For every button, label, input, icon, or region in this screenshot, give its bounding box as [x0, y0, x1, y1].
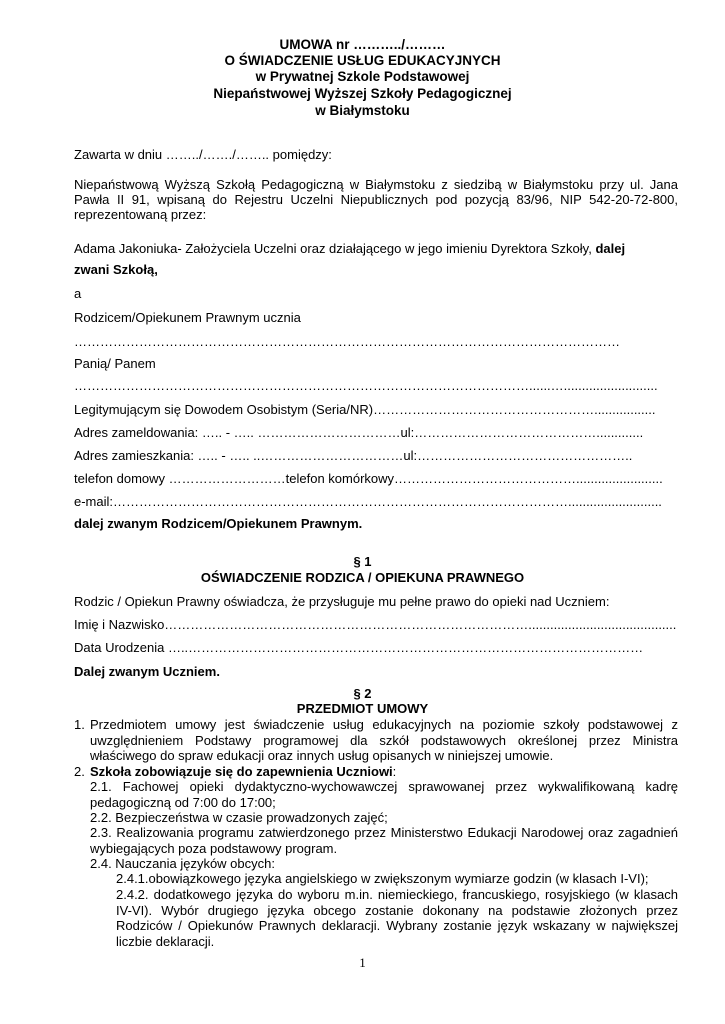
email-field: e-mail:…………………………………………………………………………………………….......................... [74, 494, 662, 509]
section1-title: OŚWIADCZENIE RODZICA / OPIEKUNA PRAWNEGO [200, 570, 525, 585]
date-line: Zawarta w dniu ……../……./…….. pomiędzy: [74, 147, 332, 162]
item2-number: 2. [74, 764, 85, 779]
registered-address-field: Adres zameldowania: ….. - ….. ……………………………ul:……………………………………............. [74, 425, 644, 440]
item2-3: 2.3. Realizowania programu zatwierdzonego przez Ministerstwo Edukacji Narodowej oraz zagadnień wybiegających poza podstawowy program. [90, 825, 678, 856]
and-text: a [74, 286, 82, 301]
section1-number: § 1 [353, 554, 372, 569]
phone-field: telefon domowy ………………………telefon komórkowy……………………………………........................ [74, 471, 663, 486]
representative-text: Adama Jakoniuka- Założyciela Uczelni oraz działającego w jego imieniu Dyrektora Szkoły, [74, 241, 596, 256]
item2-4: 2.4. Nauczania języków obcych: [90, 856, 275, 871]
party-school-paragraph: Niepaństwową Wyższą Szkołą Pedagogiczną w Białymstoku z siedzibą w Białymstoku przy ul. Jana Pawła II 91, wpisaną do Rejestru Uczelni Niepublicznych pod pozycją 83/96, NIP 542-20-72-800, reprezentowaną przez: [74, 177, 678, 222]
item2-4-2: 2.4.2. dodatkowego języka do wyboru m.in. niemieckiego, francuskiego, rosyjskiego (w klasach IV-VI). Wybór drugiego języka obcego zostanie dokonany na podstawie złożonych przez Rodziców / Opiekunów Prawnych deklaracji. Wybrany zostanie język wskazany w największej liczbie deklaracji. [116, 887, 678, 949]
representative-line [74, 241, 678, 257]
student-name-field: Imię i Nazwisko…………………………………………………………………………......................................... [74, 617, 677, 632]
residence-address-field: Adres zamieszkania: ….. - ….. ..……………………………ul:………………………………………….. [74, 448, 633, 463]
school-named: zwani Szkołą, [74, 262, 158, 277]
student-named: Dalej zwanym Uczniem. [74, 664, 220, 679]
item2-heading [90, 764, 396, 780]
contract-subject: O ŚWIADCZENIE USŁUG EDUKACYJNYCH [224, 53, 501, 68]
contract-title: UMOWA nr ………../……… [279, 37, 446, 52]
student-birthdate-field: Data Urodzenia …..…………………………………………………………………………………………… [74, 640, 644, 655]
representative-bold: dalej [595, 241, 626, 256]
section2-title: PRZEDMIOT UMOWY [296, 701, 429, 716]
page-number: 1 [359, 955, 366, 970]
item2-4-1: 2.4.1.obowiązkowego języka angielskiego w zwiększonym wymiarze godzin (w klasach I-VI); [116, 871, 649, 886]
school-name-line1: w Prywatnej Szkole Podstawowej [255, 69, 470, 84]
school-name-line2: Niepaństwowej Wyższej Szkoły Pedagogicznej [213, 86, 512, 101]
id-card-field: Legitymującym się Dowodem Osobistym (Seria/NR)……………………………………………................. [74, 402, 656, 417]
mrs-mr-label: Panią/ Panem [74, 356, 156, 371]
parent-name-field: ……………………………………………………………………………………………………………… [74, 334, 620, 349]
item1-text: Przedmiotem umowy jest świadczenie usług edukacyjnych na poziomie szkoły podstawowej z uwzględnieniem Podstawy programowej dla szkół podstawowych określonej przez Ministra właściwego do spraw edukacji oraz innych usług opisanych w niniejszej umowie. [90, 717, 678, 763]
parent-label: Rodzicem/Opiekunem Prawnym ucznia [74, 310, 301, 325]
item2-colon: : [392, 764, 397, 779]
item1-number: 1. [74, 717, 85, 732]
parent-statement: Rodzic / Opiekun Prawny oświadcza, że przysługuje mu pełne prawo do opieki nad Uczniem: [74, 594, 610, 609]
section2-number: § 2 [353, 686, 372, 701]
school-city: w Białymstoku [315, 103, 410, 118]
item2-bold: Szkoła zobowiązuje się do zapewnienia Uczniowi [90, 764, 393, 779]
mrs-mr-field: ……………………………………………………………………………………………......….......................... [74, 378, 658, 393]
parent-named: dalej zwanym Rodzicem/Opiekunem Prawnym. [74, 516, 363, 531]
item2-2: 2.2. Bezpieczeństwa w czasie prowadzonych zajęć; [90, 810, 388, 825]
item2-1: 2.1. Fachowej opieki dydaktyczno-wychowawczej sprawowanej przez wykwalifikowaną kadrę pedagogiczną od 7:00 do 17:00; [90, 779, 678, 810]
